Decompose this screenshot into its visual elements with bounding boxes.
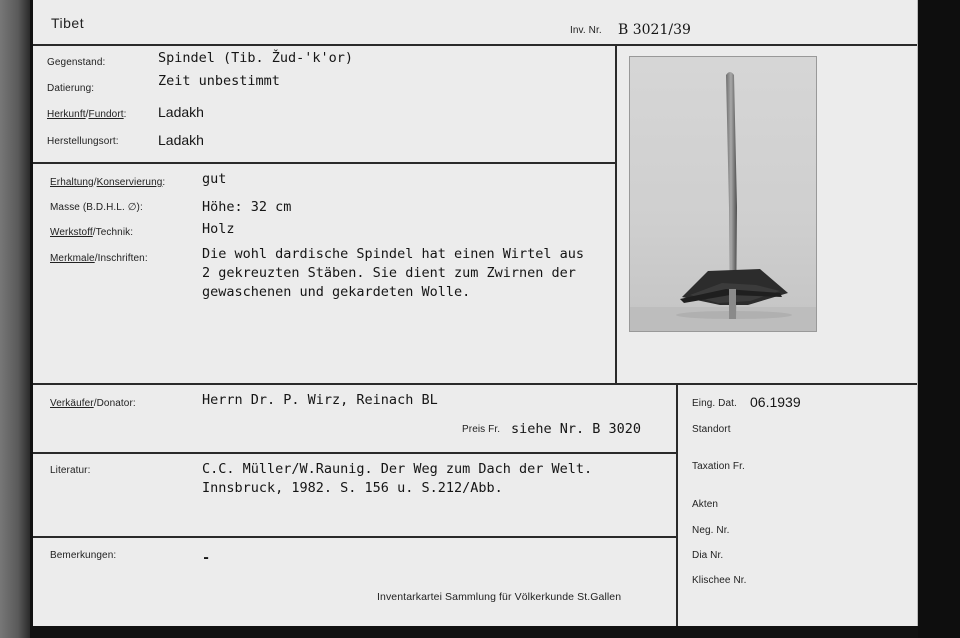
herstellungsort-value: Ladakh [158,132,204,148]
merkmale-value: Die wohl dardische Spindel hat einen Wirtel aus 2 gekreuzten Stäben. Sie dient zum Zwirnen der gewaschenen und gekardeten Wolle. [202,246,585,300]
herstellungsort-label-text: Herstellungsort [47,136,116,147]
preis-label: Preis Fr. [462,424,501,435]
herkunft-value: Ladakh [158,104,204,120]
werkstoff-label-b: Technik [95,227,131,238]
masse-label-text: Masse (B.D.H.L. ∅) [50,202,140,213]
dia-nr-label: Dia Nr. [692,550,724,561]
standort-label: Standort [692,424,731,435]
inv-number: B 3021/39 [618,22,691,38]
spindle-image [630,57,816,331]
masse-label: Masse (B.D.H.L. ∅): [50,202,143,213]
literatur-label: Literatur: [50,465,91,476]
card-footer: Inventarkartei Sammlung für Völkerkunde St.Gallen [377,591,622,603]
neg-nr-label: Neg. Nr. [692,525,730,536]
werkstoff-label-a: Werkstoff [50,227,93,238]
erhaltung-label-b: Konservierung [96,177,163,188]
region-title: Tibet [51,15,85,31]
scanner-edge-right [918,0,960,638]
werkstoff-label: Werkstoff/Technik: [50,227,134,238]
datierung-label-text: Datierung [47,83,92,94]
rule-main [33,383,917,385]
verkaeufer-label-b: Donator [96,398,133,409]
rule-literatur [33,536,677,538]
verkaeufer-value: Herrn Dr. P. Wirz, Reinach BL [202,392,438,408]
bemerkungen-label: Bemerkungen: [50,550,117,561]
eing-dat-label: Eing. Dat. [692,398,737,409]
merkmale-label-a: Merkmale [50,253,95,264]
preis-value: siehe Nr. B 3020 [511,421,642,437]
erhaltung-value: gut [202,171,227,187]
scanner-edge-left [0,0,30,638]
datierung-label: Datierung: [47,83,95,94]
erhaltung-label: Erhaltung/Konservierung: [50,177,166,188]
eing-dat-value: 06.1939 [750,394,801,410]
akten-label: Akten [692,499,719,510]
datierung-value: Zeit unbestimmt [158,73,280,89]
verkaeufer-label-a: Verkäufer [50,398,94,409]
literatur-label-text: Literatur [50,465,88,476]
herstellungsort-label: Herstellungsort: [47,136,119,147]
masse-value: Höhe: 32 cm [202,199,292,215]
rule-top [33,44,917,46]
bemerkungen-label-text: Bemerkungen [50,550,114,561]
erhaltung-label-a: Erhaltung [50,177,94,188]
taxation-label: Taxation Fr. [692,461,745,472]
bemerkungen-value: - [202,550,211,566]
rule-verkaeufer [33,452,677,454]
merkmale-label: Merkmale/Inschriften: [50,253,148,264]
klischee-label: Klischee Nr. [692,575,747,586]
gegenstand-label-text: Gegenstand [47,57,103,68]
rule-side-divider [676,383,678,626]
inv-number-label: Inv. Nr. [570,25,602,36]
inventory-card [33,0,918,626]
object-photo [630,57,816,331]
rule-object [33,162,616,164]
werkstoff-value: Holz [202,221,235,237]
verkaeufer-label: Verkäufer/Donator: [50,398,136,409]
herkunft-label-b: Fundort [88,109,124,120]
gegenstand-value: Spindel (Tib. Žud-'k'or) [158,50,354,66]
merkmale-label-b: Inschriften [97,253,145,264]
literatur-value: C.C. Müller/W.Raunig. Der Weg zum Dach der Welt. Innsbruck, 1982. S. 156 u. S.212/Abb. [202,461,593,496]
herkunft-label: Herkunft/Fundort: [47,109,127,120]
gegenstand-label: Gegenstand: [47,57,106,68]
rule-photo-divider [615,44,617,384]
herkunft-label-a: Herkunft [47,109,86,120]
